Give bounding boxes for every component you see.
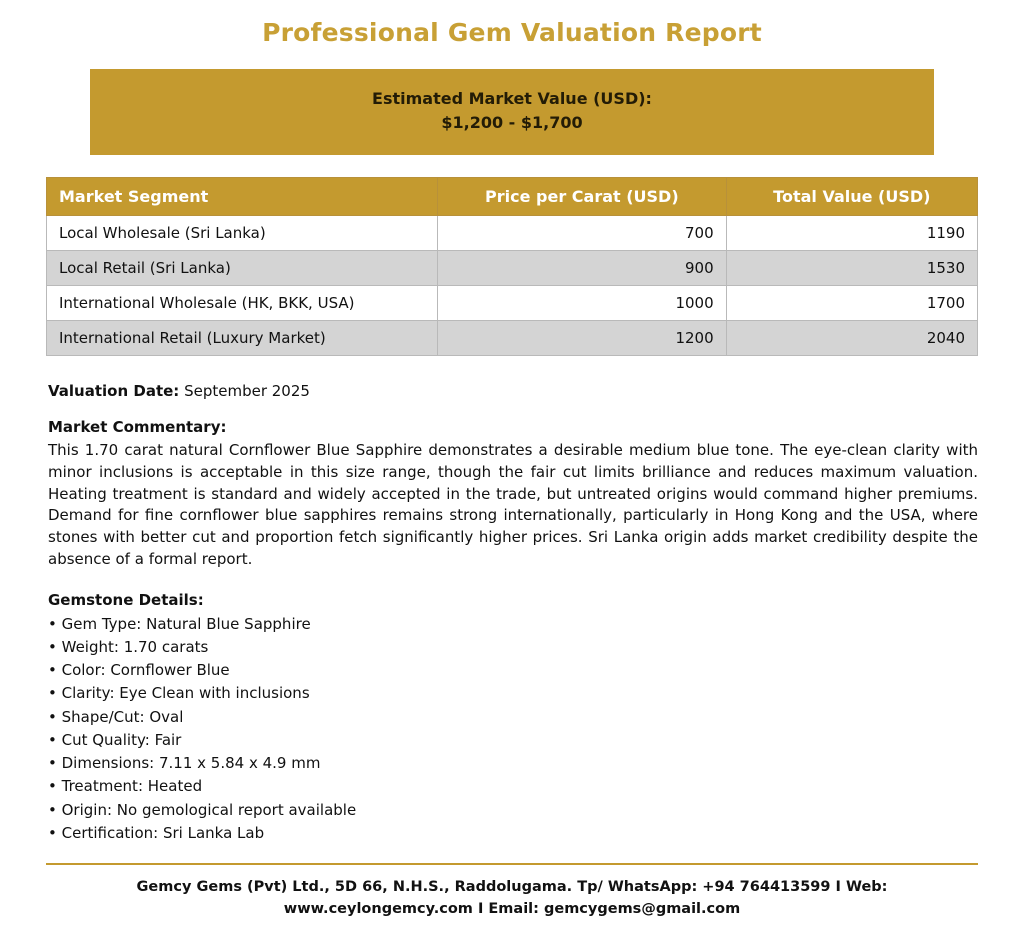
valuation-date-value: September 2025: [184, 382, 310, 400]
valuation-date: [48, 382, 978, 400]
cell-price-per-carat: 900: [438, 251, 727, 286]
list-item: • Certification: Sri Lanka Lab: [48, 823, 265, 842]
footer: [46, 863, 978, 935]
valuation-date-label: Valuation Date:: [48, 382, 180, 400]
page-title: Professional Gem Valuation Report: [262, 18, 762, 47]
list-item: • Color: Cornflower Blue: [48, 661, 230, 679]
cell-price-per-carat: 1200: [438, 321, 727, 356]
list-item: • Shape/Cut: Oval: [48, 707, 184, 726]
cell-total-value: 1530: [726, 251, 977, 286]
estimated-market-value-banner: [90, 69, 934, 155]
column-header-price-per-carat: Price per Carat (USD): [438, 178, 727, 216]
cell-total-value: 1700: [726, 286, 977, 321]
table-header-row: [47, 178, 978, 216]
list-item: • Cut Quality: Fair: [48, 730, 182, 749]
list-item: • Dimensions: 7.11 x 5.84 x 4.9 mm: [48, 754, 321, 772]
gemstone-details-heading: Gemstone Details:: [48, 590, 204, 609]
list-item: • Gem Type: Natural Blue Sapphire: [48, 614, 311, 633]
cell-market-segment: Local Retail (Sri Lanka): [47, 251, 438, 286]
footer-line-2: www.ceylongemcy.com I Email: gemcygems@gmail.com: [283, 900, 741, 917]
gemstone-details-list: [48, 613, 978, 846]
cell-market-segment: International Retail (Luxury Market): [47, 321, 438, 356]
list-item: • Weight: 1.70 carats: [48, 637, 209, 656]
estimated-value-label: Estimated Market Value (USD):: [372, 89, 652, 108]
cell-total-value: 1190: [726, 216, 977, 251]
table-row: [47, 321, 978, 356]
list-item: • Treatment: Heated: [48, 777, 203, 796]
market-commentary-text: This 1.70 carat natural Cornflower Blue Sapphire demonstrates a desirable medium blue tone. The eye-clean clarity with minor inclusions is acceptable in this size range, though the fair cut limits brilliance and reduces maximum valuation. Heating treatment is standard and widely accepted in the trade, but untreated origins would command higher premiums. Demand for fine cornflower blue sapphires remains strong internationally, particularly in Hong Kong and the USA, where stones with better cut and proportion fetch significantly higher prices. Sri Lanka origin adds market credibility despite the absence of a formal report.: [48, 441, 978, 568]
market-segment-table: [46, 177, 978, 356]
market-commentary-heading: Market Commentary:: [48, 418, 227, 436]
cell-price-per-carat: 700: [438, 216, 727, 251]
table-row: [47, 286, 978, 321]
column-header-total-value: Total Value (USD): [726, 178, 977, 216]
column-header-market-segment: Market Segment: [47, 178, 438, 216]
list-item: • Clarity: Eye Clean with inclusions: [48, 684, 310, 703]
table-row: [47, 216, 978, 251]
cell-price-per-carat: 1000: [438, 286, 727, 321]
table-row: [47, 251, 978, 286]
cell-market-segment: International Wholesale (HK, BKK, USA): [47, 286, 438, 321]
cell-market-segment: Local Wholesale (Sri Lanka): [47, 216, 438, 251]
cell-total-value: 2040: [726, 321, 977, 356]
footer-line-1: Gemcy Gems (Pvt) Ltd., 5D 66, N.H.S., Raddolugama. Tp/ WhatsApp: +94 764413599 I Web:: [136, 879, 888, 895]
estimated-value-range: $1,200 - $1,700: [441, 113, 583, 132]
list-item: • Origin: No gemological report available: [48, 800, 357, 819]
